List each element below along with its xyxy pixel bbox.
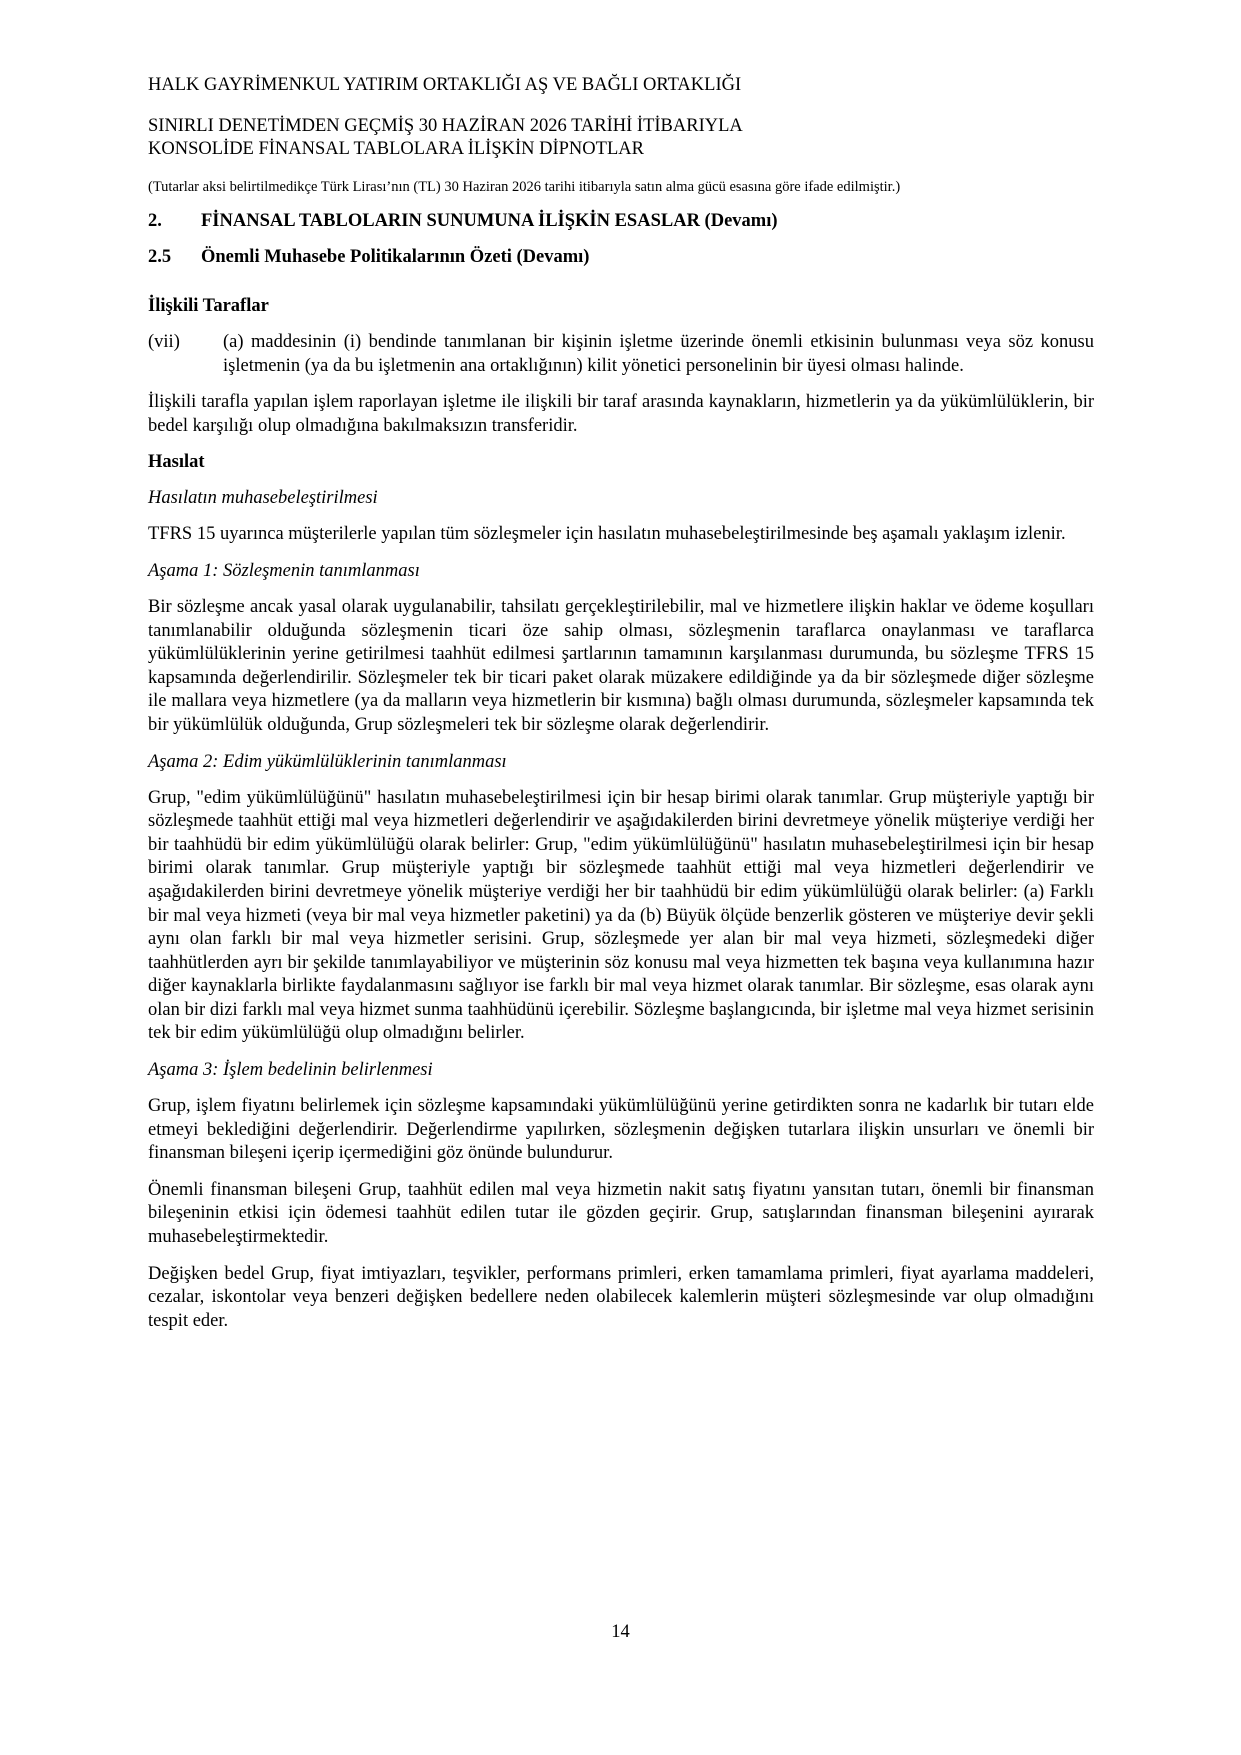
section-title: FİNANSAL TABLOLARIN SUNUMUNA İLİŞKİN ESASLAR (Devamı) [201, 211, 778, 231]
related-parties-heading: İlişkili Taraflar [148, 296, 269, 316]
document-subtitle [148, 115, 1094, 161]
step1-paragraph: Bir sözleşme ancak yasal olarak uygulanabilir, tahsilatı gerçekleştirilebilir, mal ve hizmetlere ilişkin haklar ve ödeme koşulları tanımlanabilir olduğunda sözleşmenin ticari öze sahip olması, sözleşmenin taraflarca onaylanması ve taraflarca yükümlülüklerinin yerine getirilmesi taahhüt edilmesi şartlarının tamamının karşılanması durumunda, bu sözleşme TFRS 15 kapsamında değerlendirilir. Sözleşmeler tek bir ticari paket olarak müzakere edildiğinde ya da bir sözleşmede diğer sözleşme ile mallara veya hizmetlere (ya da malların veya hizmetlerin bir kısmına) bağlı olması durumunda, sözleşmeler kapsamında tek bir yükümlülük olduğunda, Grup sözleşmeleri tek bir sözleşme olarak değerlendirir. [148, 596, 1094, 735]
currency-note: (Tutarlar aksi belirtilmedikçe Türk Lirası’nın (TL) 30 Haziran 2026 tarihi itibarıyla satın alma gücü esasına göre ifade edilmiştir.) [148, 179, 901, 195]
list-item-text: (a) maddesinin (i) bendinde tanımlanan bir kişinin işletme üzerinde önemli etkisinin bulunması veya söz konusu işletmenin (ya da bu işletmenin ana ortaklığının) kilit yönetici personelinin bir üyesi olması halinde. [223, 332, 1094, 376]
section-heading [148, 210, 1094, 233]
subsection-title: Önemli Muhasebe Politikalarının Özeti (Devamı) [201, 247, 590, 267]
step2-paragraph: Grup, "edim yükümlülüğünü" hasılatın muhasebeleştirilmesi için bir hesap birimi olarak tanımlar. Grup müşteriyle yaptığı bir sözleşmede taahhüt ettiği mal veya hizmetleri değerlendirir ve aşağıdakilerden birini devretmeye yönelik müşteriye verdiği her bir taahhüdü bir edim yükümlülüğü olarak belirler: Grup, "edim yükümlülüğünü" hasılatın muhasebeleştirilmesi için bir hesap birimi olarak tanımlar. Grup müşteriyle yaptığı bir sözleşmede taahhüt ettiği mal veya hizmetleri değerlendirir ve aşağıdakilerden birini devretmeye yönelik müşteriye verdiği her bir taahhüdü bir edim yükümlülüğü olarak belirler: (a) Farklı bir mal veya hizmeti (veya bir mal veya hizmetler paketini) ya da (b) Büyük ölçüde benzerlik gösteren ve müşteriye devir şekli aynı olan farklı bir mal veya hizmetler serisini. Grup, sözleşmede yer alan bir mal veya hizmeti, sözleşmedeki diğer taahhütlerden ayrı bir şekilde tanımlayabiliyor ve müşterinin söz konusu mal veya hizmetten tek başına veya kullanımına hazır diğer kaynaklarla birlikte faydalanmasını sağlıyor ise farklı bir mal veya hizmet olarak tanımlar. Bir sözleşme, esas olarak aynı olan bir dizi farklı mal veya hizmet sunma taahhüdünü içerebilir. Sözleşme başlangıcında, bir işletme mal veya hizmet serisinin tek bir edim yükümlülüğü olup olmadığını belirler. [148, 787, 1094, 1044]
step3-paragraph-1: Grup, işlem fiyatını belirlemek için sözleşme kapsamındaki yükümlülüğünü yerine getirdikten sonra ne kadarlık bir tutarı elde etmeyi beklediğini değerlendirir. Değerlendirme yapılırken, sözleşmenin değişken tutarlara ilişkin unsurları ve önemli bir finansman bileşeni içerip içermediğini göz önünde bulundurur. [148, 1096, 1094, 1164]
related-parties-paragraph: İlişkili tarafla yapılan işlem raporlayan işletme ile ilişkili bir taraf arasında kaynakların, hizmetlerin ya da yükümlülüklerin, bir bedel karşılığı olup olmadığına bakılmaksızın transferidir. [148, 392, 1094, 436]
subsection-number: 2.5 [148, 247, 172, 267]
subsection-heading [148, 246, 1094, 269]
step3-paragraph-3: Değişken bedel Grup, fiyat imtiyazları, teşvikler, performans primleri, erken tamamlama primleri, fiyat ayarlama maddeleri, cezalar, iskontolar veya benzeri değişken bedellere neden olabilecek kalemlerin müşteri sözleşmesinde var olup olmadığını tespit eder. [148, 1263, 1094, 1331]
step2-heading: Aşama 2: Edim yükümlülüklerinin tanımlanması [148, 751, 507, 772]
subtitle-line-1: SINIRLI DENETİMDEN GEÇMİŞ 30 HAZİRAN 2026 TARİHİ İTİBARIYLA [148, 116, 743, 136]
document-page [148, 74, 1094, 1346]
section-number: 2. [148, 211, 162, 231]
revenue-heading: Hasılat [148, 452, 205, 473]
revenue-recognition-heading: Hasılatın muhasebeleştirilmesi [148, 488, 378, 509]
step3-paragraph-2: Önemli finansman bileşeni Grup, taahhüt edilen mal veya hizmetin nakit satış fiyatını yansıtan tutarı, önemli bir finansman bileşeninin etkisi için ödemesi taahhüt edilen tutar ile gözden geçirir. Grup, satışlarından finansman bileşenini ayırarak muhasebeleştirmektedir. [148, 1179, 1094, 1248]
company-name: HALK GAYRİMENKUL YATIRIM ORTAKLIĞI AŞ VE BAĞLI ORTAKLIĞI [148, 75, 742, 95]
step3-heading: Aşama 3: İşlem bedelinin belirlenmesi [148, 1060, 433, 1081]
page-number: 14 [611, 1622, 630, 1642]
list-item-vii [148, 331, 1094, 378]
subtitle-line-2: KONSOLİDE FİNANSAL TABLOLARA İLİŞKİN DİPNOTLAR [148, 139, 644, 159]
revenue-intro-paragraph: TFRS 15 uyarınca müşterilerle yapılan tüm sözleşmeler için hasılatın muhasebeleştirilmesinde beş aşamalı yaklaşım izlenir. [148, 524, 1066, 545]
list-item-marker: (vii) [148, 332, 180, 352]
step1-heading: Aşama 1: Sözleşmenin tanımlanması [148, 560, 420, 581]
